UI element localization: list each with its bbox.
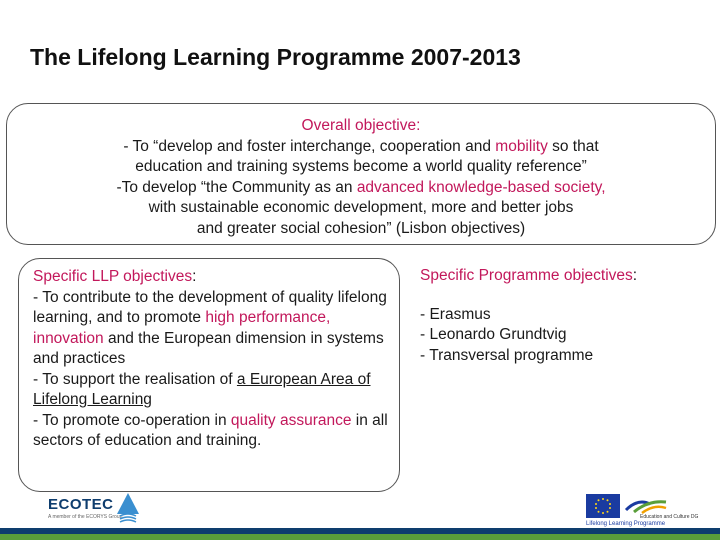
ecotec-name: ECOTEC	[48, 496, 114, 513]
llp-objectives-box	[18, 258, 400, 492]
llp-p3c: in all sectors of education and training.	[33, 411, 388, 449]
ecotec-triangle-icon	[116, 492, 140, 524]
llp-p1c: and the European dimension in systems and practices	[33, 329, 384, 367]
overall-line5: and greater social cohesion” (Lisbon objectives)	[196, 219, 526, 237]
programme-heading-colon: :	[632, 267, 638, 284]
programme-item: - Erasmus	[420, 305, 491, 323]
overall-line1c: so that	[547, 137, 599, 155]
eu-flag-icon	[586, 494, 620, 518]
llp-heading: Specific LLP objectives	[33, 268, 193, 285]
llp-dg-label: Education and Culture DG	[640, 514, 699, 520]
llp-objectives-text	[33, 267, 393, 452]
llp-programme-label: Lifelong Learning Programme	[586, 521, 666, 527]
programme-objectives-text	[420, 266, 637, 366]
programme-item: - Leonardo Grundtvig	[420, 326, 567, 343]
ecotec-tagline: A member of the ECORYS Group	[48, 514, 123, 520]
programme-list	[420, 305, 637, 367]
overall-line2: education and training systems become a world quality reference”	[135, 158, 587, 175]
overall-objective-text	[7, 116, 715, 239]
overall-line3a: -To develop “the Community as an	[116, 178, 357, 196]
llp-p2b: a European Area of Lifelong Learning	[33, 370, 371, 408]
overall-objective-box	[6, 103, 716, 245]
llp-p3b: quality assurance	[230, 411, 352, 429]
overall-line3b: advanced knowledge-based society,	[356, 178, 606, 196]
llp-p1b: high performance, innovation	[33, 309, 331, 347]
llp-logo	[586, 492, 699, 528]
overall-line4: with sustainable economic development, more and better jobs	[148, 199, 574, 216]
slide-title: The Lifelong Learning Programme 2007-2013	[30, 44, 521, 70]
llp-swoosh-icon	[624, 496, 668, 514]
programme-item: - Transversal programme	[420, 346, 594, 364]
overall-heading: Overall objective:	[301, 117, 421, 134]
llp-p1a: - To contribute to the development of quality lifelong learning, and to promote	[33, 288, 387, 326]
overall-line1a: - To “develop and foster interchange, cooperation and	[123, 137, 496, 155]
llp-heading-colon: :	[192, 268, 197, 285]
llp-p3a: - To promote co-operation in	[33, 411, 231, 429]
ecotec-logo	[48, 492, 138, 528]
footer-bar-green	[0, 534, 720, 540]
programme-objectives-box	[402, 258, 708, 490]
overall-line1b: mobility	[495, 137, 548, 155]
programme-heading: Specific Programme objectives	[420, 267, 633, 284]
llp-p2a: - To support the realisation of	[33, 370, 237, 388]
